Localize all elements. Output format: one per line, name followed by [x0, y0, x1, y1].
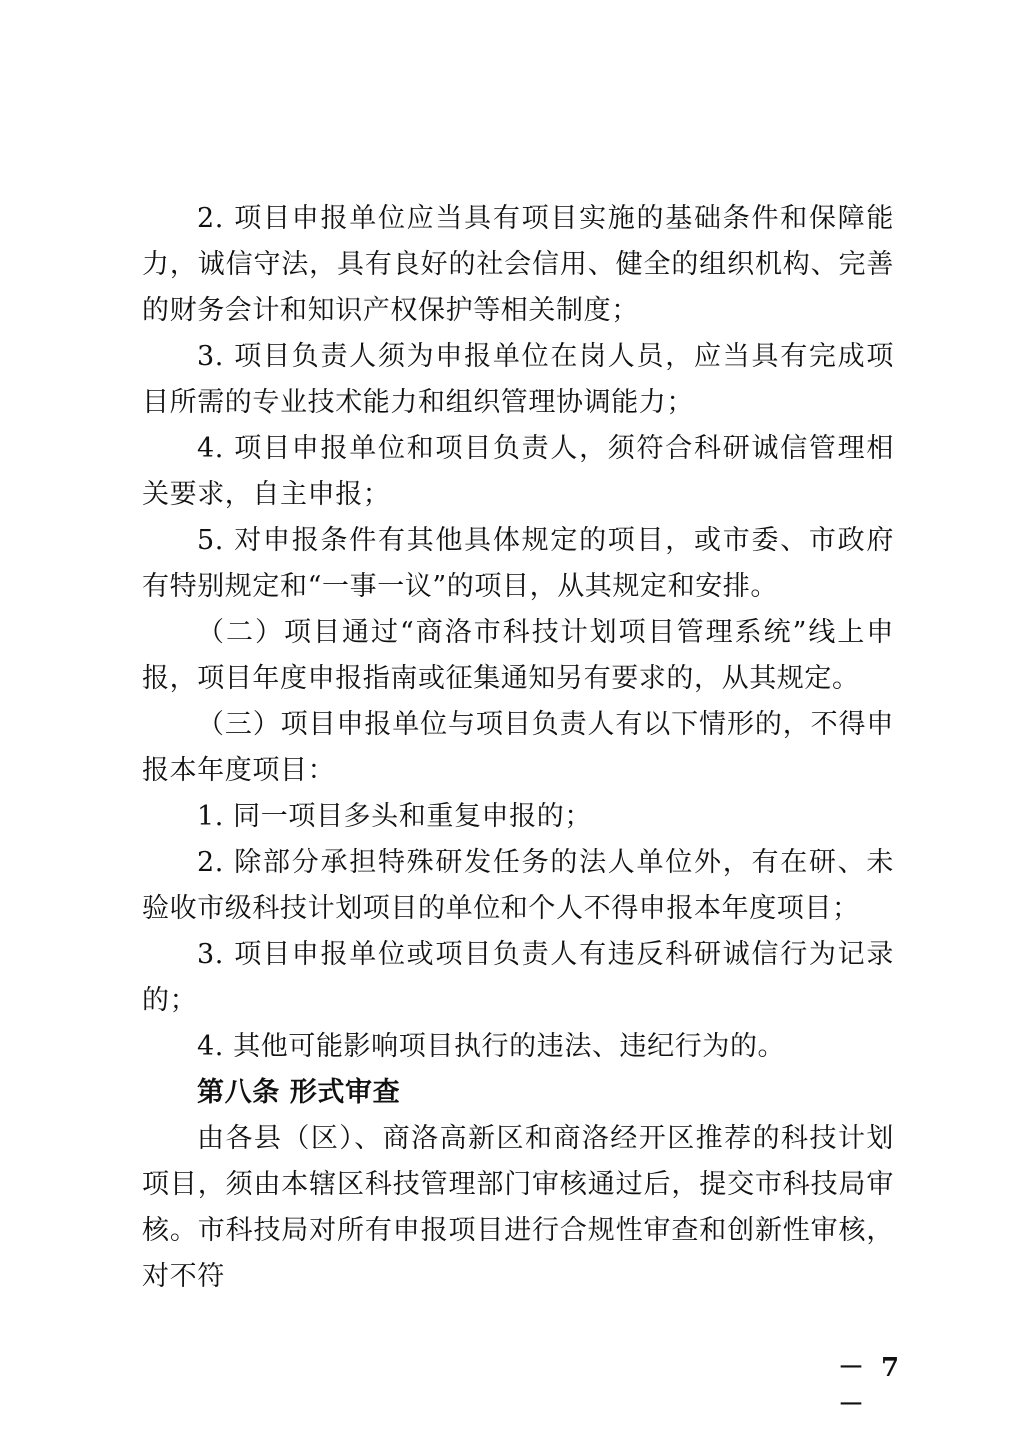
section-3-restrictions: （三）项目申报单位与项目负责人有以下情形的，不得申报本年度项目： — [142, 709, 894, 786]
restriction-2: 2. 除部分承担特殊研发任务的法人单位外，有在研、未验收市级科技计划项目的单位和个人不得申报本年度项目； — [142, 847, 894, 924]
page-number: － 7 － — [838, 1353, 904, 1420]
restriction-1: 1. 同一项目多头和重复申报的； — [197, 801, 592, 832]
requirement-5: 5. 对申报条件有其他具体规定的项目，或市委、市政府有特别规定和“一事一议”的项目，从其规定和安排。 — [142, 525, 894, 602]
requirement-3: 3. 项目负责人须为申报单位在岗人员，应当具有完成项目所需的专业技术能力和组织管理协调能力； — [142, 341, 894, 418]
article-8-title: 第八条 形式审查 — [197, 1077, 401, 1108]
restriction-4: 4. 其他可能影响项目执行的违法、违纪行为的。 — [197, 1031, 786, 1062]
section-2-online-application: （二）项目通过“商洛市科技计划项目管理系统”线上申报，项目年度申报指南或征集通知另有要求的，从其规定。 — [142, 617, 894, 694]
restriction-3: 3. 项目申报单位或项目负责人有违反科研诚信行为记录的； — [142, 939, 894, 1016]
article-8-paragraph: 由各县（区）、商洛高新区和商洛经开区推荐的科技计划项目，须由本辖区科技管理部门审核通过后，提交市科技局审核。市科技局对所有申报项目进行合规性审查和创新性审核，对不符 — [142, 1123, 894, 1292]
requirement-2: 2. 项目申报单位应当具有项目实施的基础条件和保障能力，诚信守法，具有良好的社会信用、健全的组织机构、完善的财务会计和知识产权保护等相关制度； — [142, 203, 894, 326]
requirement-4: 4. 项目申报单位和项目负责人，须符合科研诚信管理相关要求，自主申报； — [142, 433, 894, 510]
document-body — [142, 196, 894, 1300]
